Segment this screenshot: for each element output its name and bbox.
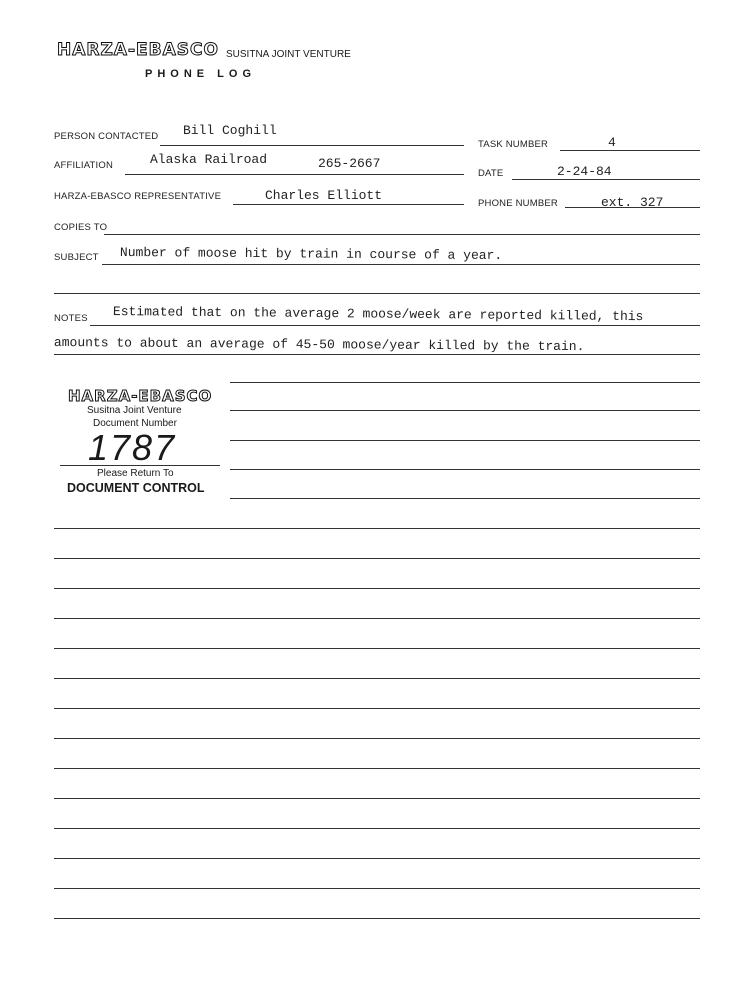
subject-line-2 (54, 293, 700, 294)
person-contacted-label: PERSON CONTACTED (54, 131, 159, 142)
notes-rule-10 (54, 588, 700, 589)
phone-number-line (565, 207, 700, 208)
subject-label: SUBJECT (54, 252, 99, 263)
representative-line (233, 204, 464, 205)
notes-rule-14 (54, 708, 700, 709)
representative-label: HARZA-EBASCO REPRESENTATIVE (54, 191, 222, 202)
document-number: 1787 (88, 427, 177, 468)
notes-rule-8 (54, 528, 700, 529)
affiliation-label: AFFILIATION (54, 160, 114, 171)
notes-label: NOTES (54, 313, 88, 324)
notes-rule-3 (230, 382, 700, 383)
notes-rule-12 (54, 648, 700, 649)
header-subtitle: SUSITNA JOINT VENTURE (226, 49, 351, 60)
date-label: DATE (478, 168, 504, 179)
affiliation-value: Alaska Railroad (150, 152, 268, 167)
task-number-line (560, 150, 700, 151)
harza-ebasco-logo: HARZA-EBASCO (57, 40, 219, 60)
page-title: PHONE LOG (145, 68, 257, 80)
notes-rule-6 (230, 469, 700, 470)
notes-rule-17 (54, 798, 700, 799)
notes-rule-2 (54, 354, 700, 355)
notes-rule-1 (90, 325, 700, 326)
affiliation-phone: 265-2667 (318, 156, 381, 171)
notes-rule-16 (54, 768, 700, 769)
stamp-logo: HARZA-EBASCO (68, 387, 213, 405)
notes-rule-9 (54, 558, 700, 559)
affiliation-line (125, 174, 464, 175)
notes-rule-21 (54, 918, 700, 919)
representative-value: Charles Elliott (265, 188, 383, 203)
phone-number-value: ext. 327 (601, 195, 664, 210)
stamp-line-2: Document Number (93, 418, 177, 429)
notes-rule-20 (54, 888, 700, 889)
subject-line (102, 264, 700, 265)
document-number-line (60, 465, 220, 466)
person-contacted-value: Bill Coghill (183, 123, 277, 138)
notes-rule-5 (230, 440, 700, 441)
notes-rule-15 (54, 738, 700, 739)
task-number-value: 4 (608, 135, 616, 150)
notes-rule-13 (54, 678, 700, 679)
notes-rule-18 (54, 828, 700, 829)
stamp-line-4: DOCUMENT CONTROL (67, 481, 205, 495)
date-line (512, 179, 700, 180)
person-contacted-line (160, 145, 464, 146)
task-number-label: TASK NUMBER (478, 139, 549, 150)
notes-rule-11 (54, 618, 700, 619)
copies-to-label: COPIES TO (54, 222, 108, 233)
notes-line-1: Estimated that on the average 2 moose/week are reported killed, this (112, 304, 644, 325)
notes-rule-7 (230, 498, 700, 499)
date-value: 2-24-84 (557, 164, 612, 179)
stamp-line-3: Please Return To (97, 468, 174, 479)
notes-rule-4 (230, 410, 700, 411)
notes-rule-19 (54, 858, 700, 859)
copies-to-line (104, 234, 700, 235)
notes-line-2: amounts to about an average of 45-50 moose/year killed by the train. (53, 335, 585, 355)
stamp-line-1: Susitna Joint Venture (87, 405, 182, 416)
phone-number-label: PHONE NUMBER (478, 198, 558, 209)
subject-value: Number of moose hit by train in course of a year. (119, 245, 503, 264)
